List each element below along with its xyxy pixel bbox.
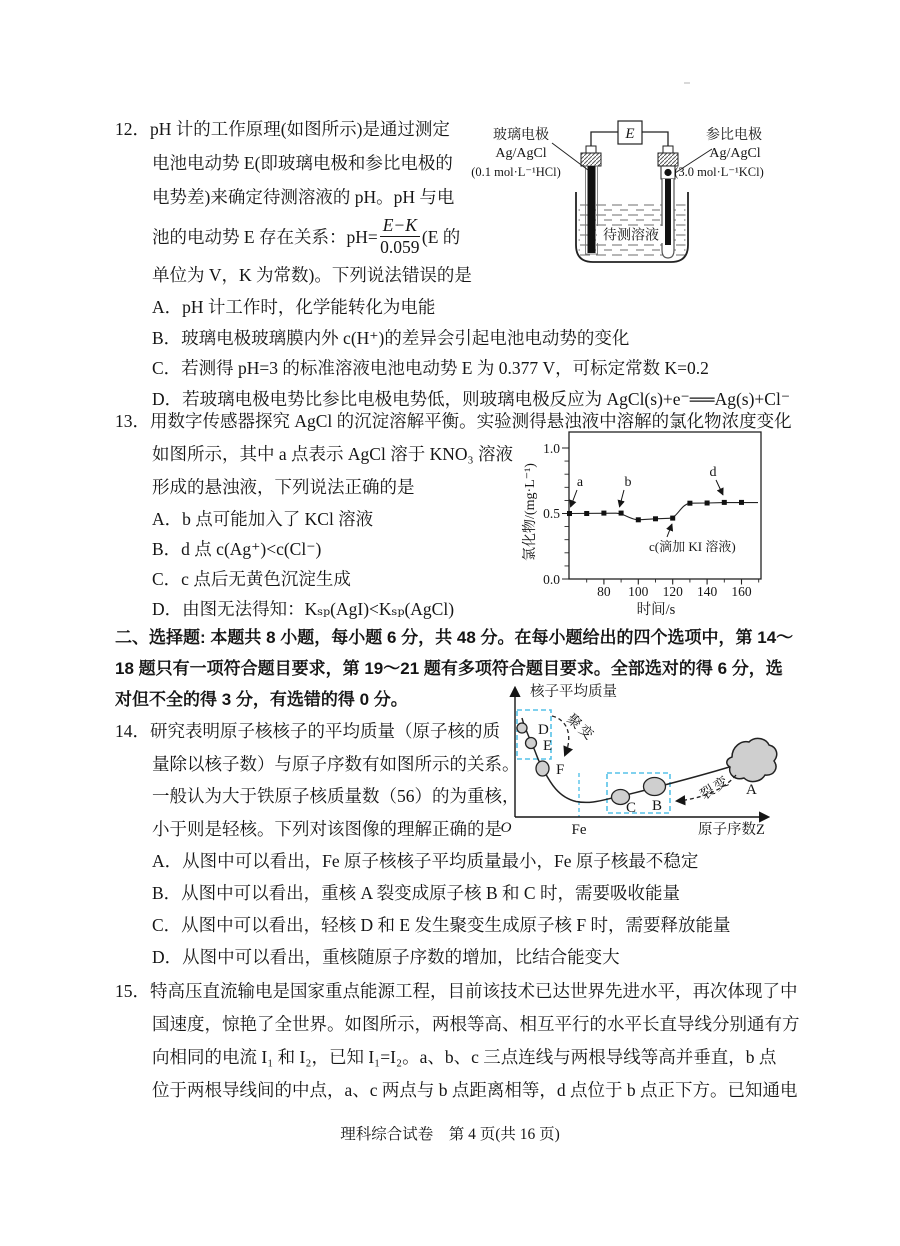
chloride-concentration-chart bbox=[506, 424, 808, 620]
plot-frame bbox=[569, 432, 761, 579]
option-d: D．从图中可以看出，重核随原子序数的增加，比结合能变大 bbox=[152, 947, 620, 967]
question-text-line: 15．特高压直流输电是国家重点能源工程，目前该技术已达世界先进水平，再次体现了中 bbox=[115, 981, 798, 1001]
nucleus-b bbox=[644, 778, 666, 796]
question-text-line: 电势差)来确定待测溶液的 pH。pH 与电 bbox=[152, 187, 455, 207]
label-f: F bbox=[556, 762, 565, 778]
y-axis-label: 核子平均质量 bbox=[530, 684, 617, 700]
question-text-line: 12．pH 计的工作原理(如图所示)是通过测定 bbox=[115, 119, 450, 139]
fission-label: 裂变 bbox=[698, 773, 734, 804]
question-text-line: 位于两根导线间的中点，a、c 两点与 b 点距离相等，d 点位于 b 点正下方。已知通电 bbox=[152, 1080, 798, 1100]
fusion-label: 聚变 bbox=[563, 711, 598, 745]
voltmeter-label: E bbox=[625, 126, 635, 142]
option-a: A．从图中可以看出，Fe 原子核核子平均质量最小，Fe 原子核最不稳定 bbox=[152, 851, 699, 871]
question-text-line: 单位为 V，K 为常数)。下列说法错误的是 bbox=[152, 265, 472, 285]
nucleus-f bbox=[536, 761, 549, 776]
print-artifact bbox=[684, 82, 690, 84]
fraction bbox=[380, 215, 420, 256]
fraction-numerator: E−K bbox=[380, 215, 420, 236]
section-heading-line: 二、选择题: 本题共 8 小题，每小题 6 分，共 48 分。在每小题给出的四个选项中，第 14～ bbox=[115, 628, 794, 647]
fraction-denominator: 0.059 bbox=[380, 236, 420, 257]
question-15 bbox=[115, 975, 835, 1107]
y-tick-0.5: 0.5 bbox=[543, 506, 560, 521]
reference-electrode-cap bbox=[663, 146, 673, 153]
x-tick-140: 140 bbox=[696, 584, 718, 599]
label-e: E bbox=[543, 738, 553, 754]
y-axis-label: 氯化物/(mg·L⁻¹) bbox=[523, 463, 538, 561]
y-tick-1.0: 1.0 bbox=[543, 441, 560, 456]
option-c: C．c 点后无黄色沉淀生成 bbox=[152, 569, 351, 589]
question-text-line: 向相同的电流 I₁ 和 I₂，已知 I₁=I₂。a、b、c 三点连线与两根导线等高并垂直，b 点 bbox=[152, 1047, 777, 1067]
solution-label: 待测溶液 bbox=[603, 228, 659, 244]
x-tick-160: 160 bbox=[731, 584, 752, 599]
point-a-arrow bbox=[571, 490, 578, 507]
formula-pre: 池的电动势 E 存在关系：pH= bbox=[152, 226, 378, 247]
x-tick-120: 120 bbox=[662, 584, 683, 599]
label-b: B bbox=[652, 798, 663, 814]
option-b: B．从图中可以看出，重核 A 裂变成原子核 B 和 C 时，需要吸收能量 bbox=[152, 883, 680, 903]
question-text-line: 如图所示，其中 a 点表示 AgCl 溶于 KNO₃ 溶液 bbox=[152, 444, 513, 464]
reference-electrode-dot bbox=[664, 169, 671, 176]
question-text-line: 13．用数字传感器探究 AgCl 的沉淀溶解平衡。实验测得悬浊液中溶解的氯化物浓度变化 bbox=[115, 411, 792, 431]
question-text-line: 一般认为大于铁原子核质量数（56）的为重核， bbox=[152, 786, 520, 806]
nucleus-a bbox=[727, 738, 777, 781]
question-text-line: 14．研究表明原子核核子的平均质量（原子核的质 bbox=[115, 721, 500, 741]
page-footer: 理科综合试卷 第 4 页(共 16 页) bbox=[340, 1126, 560, 1143]
reference-electrode-rod bbox=[665, 179, 671, 245]
option-c: C．若测得 pH=3 的标准溶液电池电动势 E 为 0.377 V，可标定常数 K=0.2 bbox=[152, 358, 709, 378]
glass-electrode-concentration: (0.1 mol·L⁻¹HCl) bbox=[471, 165, 561, 179]
glass-electrode-collar bbox=[581, 153, 601, 166]
y-tick-0.0: 0.0 bbox=[543, 572, 560, 587]
label-d: D bbox=[538, 722, 549, 738]
fe-label: Fe bbox=[571, 822, 587, 838]
nucleus-d bbox=[517, 723, 527, 733]
origin-label: O bbox=[500, 820, 512, 836]
point-a-label: a bbox=[576, 475, 584, 490]
option-b: B．玻璃电极玻璃膜内外 c(H⁺)的差异会引起电池电动势的变化 bbox=[152, 327, 630, 348]
option-a: A．b 点可能加入了 KCl 溶液 bbox=[152, 509, 374, 529]
formula-post: (E 的 bbox=[421, 226, 461, 247]
section-heading-line: 18 题只有一项符合题目要求，第 19～21 题有多项符合题目要求。全部选对的得 6 分，选 bbox=[115, 659, 783, 678]
label-a: A bbox=[746, 782, 757, 798]
option-d: D．若玻璃电极电势比参比电极电势低，则玻璃电极反应为 AgCl(s)+e⁻══Ag(s)+Cl⁻ bbox=[152, 388, 791, 409]
x-tick-80: 80 bbox=[597, 584, 611, 599]
option-b: B．d 点 c(Ag⁺)<c(Cl⁻) bbox=[152, 539, 322, 559]
glass-electrode-label: 玻璃电极 bbox=[493, 128, 549, 143]
point-c-label: c(滴加 KI 溶液) bbox=[649, 539, 736, 554]
option-d: D．由图无法得知：Kₛₚ(AgI)<Kₛₚ(AgCl) bbox=[152, 599, 455, 619]
label-c: C bbox=[626, 800, 637, 816]
question-text-line: 小于则是轻核。下列对该图像的理解正确的是 bbox=[152, 818, 502, 839]
nucleus-e bbox=[526, 738, 537, 749]
question-text-line: 国速度，惊艳了全世界。如图所示，两根等高、相互平行的水平长直导线分别通有方 bbox=[152, 1014, 800, 1034]
glass-electrode-rod bbox=[588, 166, 596, 253]
x-axis-label: 原子序数Z bbox=[698, 822, 765, 838]
reference-electrode-material: Ag/AgCl bbox=[709, 146, 761, 161]
point-b-arrow bbox=[620, 490, 625, 507]
nucleon-mass-diagram bbox=[452, 676, 848, 848]
glass-electrode-cap bbox=[586, 146, 596, 153]
point-d-label: d bbox=[709, 465, 717, 480]
question-text-line: 形成的悬浊液，下列说法正确的是 bbox=[152, 477, 415, 497]
data-curve bbox=[570, 503, 759, 520]
ph-meter-diagram bbox=[468, 112, 810, 277]
question-text-line: 量除以核子数）与原子序数有如图所示的关系。 bbox=[152, 753, 520, 774]
section-heading-line: 对但不全的得 3 分，有选错的得 0 分。 bbox=[115, 690, 408, 709]
glass-electrode-material: Ag/AgCl bbox=[495, 146, 547, 161]
option-c: C．从图中可以看出，轻核 D 和 E 发生聚变生成原子核 F 时，需要释放能量 bbox=[152, 915, 731, 935]
point-d-arrow bbox=[716, 480, 723, 495]
point-b-label: b bbox=[624, 475, 632, 490]
x-tick-100: 100 bbox=[628, 584, 649, 599]
option-a: A．pH 计工作时，化学能转化为电能 bbox=[152, 297, 436, 317]
point-c-arrow bbox=[667, 524, 672, 537]
reference-electrode-label: 参比电极 bbox=[706, 128, 762, 143]
question-text-line: 电池电动势 E(即玻璃电极和参比电极的 bbox=[152, 153, 453, 173]
x-axis-label: 时间/s bbox=[636, 602, 676, 618]
reference-electrode-concentration: (3.0 mol·L⁻¹KCl) bbox=[674, 165, 764, 179]
